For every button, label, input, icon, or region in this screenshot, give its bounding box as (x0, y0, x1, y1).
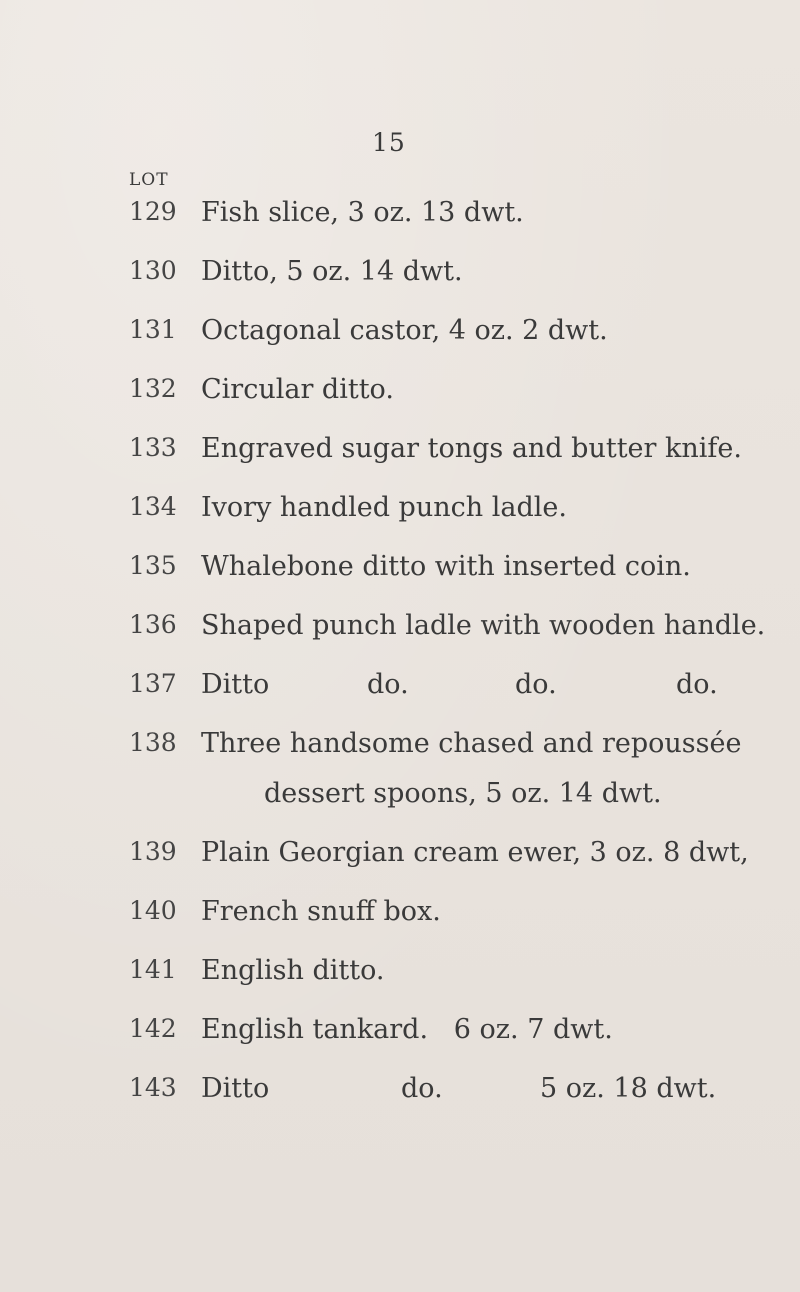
lot-description-ditto-mark: do. (367, 669, 409, 700)
lot-description: English ditto. (201, 955, 385, 986)
lot-description: French snuff box. (201, 896, 441, 927)
lot-description-ditto-mark: do. (401, 1073, 443, 1104)
lot-number: 129 (129, 197, 177, 226)
lot-description: English tankard. 6 oz. 7 dwt. (201, 1014, 613, 1045)
lot-number: 137 (129, 669, 177, 698)
lot-description-ditto-mark: do. (515, 669, 557, 700)
lot-description: Circular ditto. (201, 374, 394, 405)
lot-description: Ivory handled punch ladle. (201, 492, 567, 523)
page-number: 15 (372, 128, 406, 157)
lot-description: Fish slice, 3 oz. 13 dwt. (201, 197, 524, 228)
lot-number: 139 (129, 837, 177, 866)
lot-description: Three handsome chased and repoussée (201, 728, 742, 759)
lot-description-ditto-mark: do. (676, 669, 718, 700)
lot-number: 132 (129, 374, 177, 403)
lot-number: 136 (129, 610, 177, 639)
lot-description: Whalebone ditto with inserted coin. (201, 551, 691, 582)
lot-number: 143 (129, 1073, 177, 1102)
lot-column-header: LOT (129, 170, 169, 190)
lot-number: 130 (129, 256, 177, 285)
lot-description: Engraved sugar tongs and butter knife. (201, 433, 742, 464)
lot-description: Shaped punch ladle with wooden handle. (201, 610, 766, 641)
lot-number: 142 (129, 1014, 177, 1043)
lot-description: Octagonal castor, 4 oz. 2 dwt. (201, 315, 608, 346)
lot-description-ditto: Ditto (201, 669, 270, 700)
lot-number: 138 (129, 728, 177, 757)
lot-number: 135 (129, 551, 177, 580)
lot-number: 140 (129, 896, 177, 925)
lot-number: 134 (129, 492, 177, 521)
lot-number: 141 (129, 955, 177, 984)
lot-description: Plain Georgian cream ewer, 3 oz. 8 dwt, (201, 837, 749, 868)
lot-number: 131 (129, 315, 177, 344)
lot-number: 133 (129, 433, 177, 462)
lot-description: Ditto, 5 oz. 14 dwt. (201, 256, 463, 287)
lot-description-weight: 5 oz. 18 dwt. (540, 1073, 717, 1104)
lot-description-ditto: Ditto (201, 1073, 270, 1104)
lot-description-continued: dessert spoons, 5 oz. 14 dwt. (264, 778, 662, 809)
